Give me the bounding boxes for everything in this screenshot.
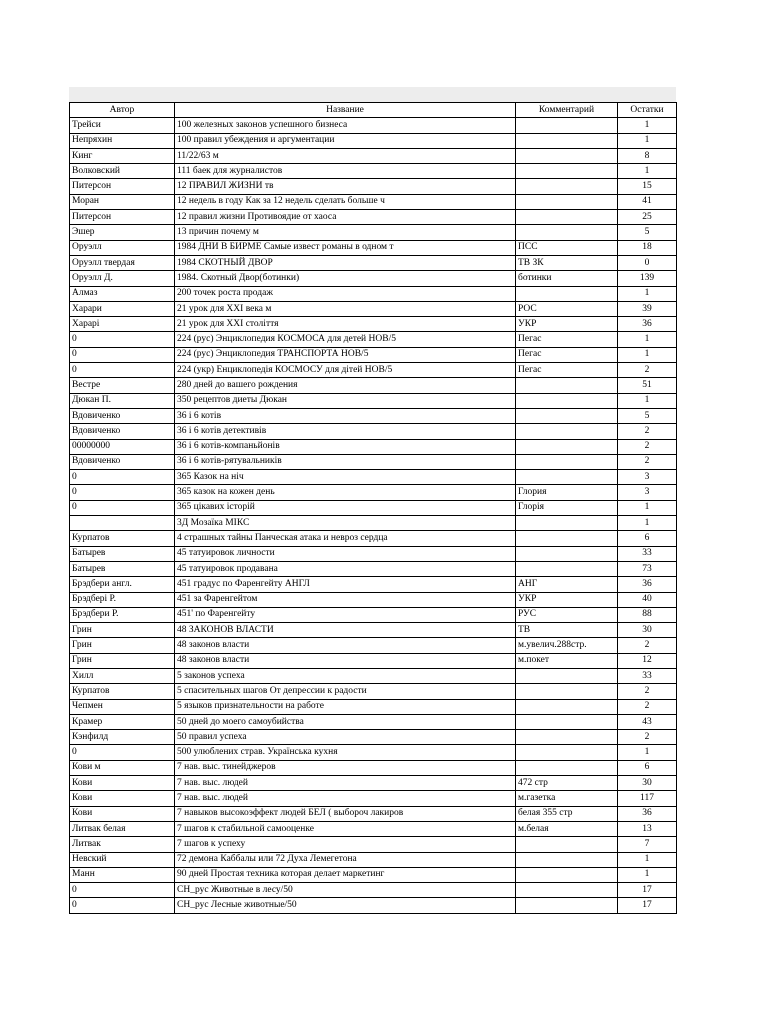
cell-author	[70, 516, 175, 531]
cell-stock: 88	[618, 607, 677, 622]
table-row	[70, 791, 677, 806]
table-row	[70, 821, 677, 836]
cell-author: Курпатов	[70, 684, 175, 699]
cell-stock: 33	[618, 668, 677, 683]
cell-author: Кови	[70, 806, 175, 821]
cell-author: Брэдбери Р.	[70, 607, 175, 622]
cell-title: 36 і 6 котів детективів	[175, 424, 516, 439]
table-row	[70, 347, 677, 362]
table-row	[70, 133, 677, 148]
table-row	[70, 439, 677, 454]
cell-stock: 8	[618, 148, 677, 163]
cell-author: 0	[70, 898, 175, 913]
cell-author: 0	[70, 332, 175, 347]
cell-title: CH_рус Лесные животные/50	[175, 898, 516, 913]
cell-author: 0	[70, 883, 175, 898]
cell-title: 500 улюблених страв. Українська кухня	[175, 745, 516, 760]
cell-title: 7 шагов к успеху	[175, 837, 516, 852]
cell-comment: Глорія	[516, 500, 618, 515]
cell-comment	[516, 439, 618, 454]
cell-comment: РУС	[516, 607, 618, 622]
cell-stock: 51	[618, 378, 677, 393]
cell-comment	[516, 745, 618, 760]
cell-author: Трейси	[70, 118, 175, 133]
table-row	[70, 638, 677, 653]
cell-title: 200 точек роста продаж	[175, 286, 516, 301]
cell-author: Грин	[70, 653, 175, 668]
cell-comment	[516, 408, 618, 423]
table-row	[70, 118, 677, 133]
cell-title: 11/22/63 м	[175, 148, 516, 163]
cell-title: 100 железных законов успешного бизнеса	[175, 118, 516, 133]
cell-comment	[516, 561, 618, 576]
cell-stock: 2	[618, 638, 677, 653]
cell-comment	[516, 378, 618, 393]
cell-comment	[516, 210, 618, 225]
cell-author: Эшер	[70, 225, 175, 240]
cell-title: 1984. Скотный Двор(ботинки)	[175, 271, 516, 286]
cell-title: 4 страшных тайны Панческая атака и невроз сердца	[175, 531, 516, 546]
cell-title: 365 цікавих історій	[175, 500, 516, 515]
cell-stock: 30	[618, 623, 677, 638]
cell-author: Питерсон	[70, 210, 175, 225]
cell-comment	[516, 179, 618, 194]
cell-title: 21 урок для XXI століття	[175, 317, 516, 332]
cell-title: 50 дней до моего самоубийства	[175, 714, 516, 729]
table-row	[70, 225, 677, 240]
cell-stock: 2	[618, 699, 677, 714]
cell-stock: 43	[618, 714, 677, 729]
cell-author: Вдовиченко	[70, 454, 175, 469]
column-header-stock: Остатки	[618, 103, 677, 118]
table-row	[70, 363, 677, 378]
header-band	[69, 87, 676, 102]
cell-stock: 7	[618, 837, 677, 852]
cell-stock: 3	[618, 470, 677, 485]
cell-author: Крамер	[70, 714, 175, 729]
cell-comment	[516, 867, 618, 882]
cell-stock: 1	[618, 332, 677, 347]
cell-stock: 1	[618, 516, 677, 531]
cell-author: Оруэлл	[70, 240, 175, 255]
table-row	[70, 240, 677, 255]
table-row	[70, 531, 677, 546]
cell-comment: ботинки	[516, 271, 618, 286]
column-header-author: Автор	[70, 103, 175, 118]
cell-comment	[516, 118, 618, 133]
cell-author: Оруэлл Д.	[70, 271, 175, 286]
table-row	[70, 332, 677, 347]
table-row	[70, 454, 677, 469]
cell-title: 48 законов власти	[175, 638, 516, 653]
cell-stock: 1	[618, 118, 677, 133]
table-row	[70, 148, 677, 163]
cell-title: 7 нав. выс. тинейджеров	[175, 760, 516, 775]
cell-author: Питерсон	[70, 179, 175, 194]
cell-stock: 1	[618, 393, 677, 408]
cell-title: 224 (рус) Энциклопедия ТРАНСПОРТА НОВ/5	[175, 347, 516, 362]
cell-title: 7 нав. выс. людей	[175, 791, 516, 806]
cell-comment	[516, 837, 618, 852]
cell-comment	[516, 898, 618, 913]
cell-stock: 1	[618, 852, 677, 867]
cell-comment: ТВ ЗК	[516, 255, 618, 270]
cell-stock: 36	[618, 317, 677, 332]
cell-comment: Пегас	[516, 363, 618, 378]
cell-stock: 1	[618, 867, 677, 882]
cell-comment	[516, 684, 618, 699]
table-row	[70, 255, 677, 270]
cell-author: Кови м	[70, 760, 175, 775]
cell-stock: 2	[618, 424, 677, 439]
table-row	[70, 301, 677, 316]
cell-title: 7 нав. выс. людей	[175, 776, 516, 791]
cell-author: Батырев	[70, 546, 175, 561]
cell-title: 5 законов успеха	[175, 668, 516, 683]
table-row	[70, 883, 677, 898]
cell-stock: 41	[618, 194, 677, 209]
table-row	[70, 286, 677, 301]
cell-author: Дюкан П.	[70, 393, 175, 408]
cell-comment	[516, 286, 618, 301]
cell-author: Брэдбери англ.	[70, 577, 175, 592]
cell-title: 100 правил убеждения и аргументации	[175, 133, 516, 148]
column-header-comment: Комментарий	[516, 103, 618, 118]
cell-title: 5 языков признательности на работе	[175, 699, 516, 714]
cell-stock: 3	[618, 485, 677, 500]
table-row	[70, 271, 677, 286]
cell-stock: 12	[618, 653, 677, 668]
cell-author: Литвак белая	[70, 821, 175, 836]
cell-title: CH_рус Животные в лесу/50	[175, 883, 516, 898]
cell-stock: 1	[618, 500, 677, 515]
table-row	[70, 730, 677, 745]
cell-title: 5 спасительных шагов От депрессии к радости	[175, 684, 516, 699]
table-row	[70, 668, 677, 683]
cell-title: 224 (рус) Энциклопедия КОСМОСА для детей НОВ/5	[175, 332, 516, 347]
cell-stock: 2	[618, 730, 677, 745]
cell-author: Невский	[70, 852, 175, 867]
cell-comment	[516, 852, 618, 867]
cell-stock: 36	[618, 806, 677, 821]
cell-author: Батырев	[70, 561, 175, 576]
cell-stock: 1	[618, 745, 677, 760]
cell-comment: Пегас	[516, 347, 618, 362]
table-row	[70, 485, 677, 500]
cell-title: 7 шагов к стабильной самооценке	[175, 821, 516, 836]
cell-author: Литвак	[70, 837, 175, 852]
cell-comment: м.увелич.288стр.	[516, 638, 618, 653]
cell-comment: Пегас	[516, 332, 618, 347]
cell-comment: м.белая	[516, 821, 618, 836]
cell-author: Алмаз	[70, 286, 175, 301]
cell-author: Моран	[70, 194, 175, 209]
cell-comment: м.газетка	[516, 791, 618, 806]
cell-stock: 2	[618, 439, 677, 454]
cell-title: 36 і 6 котів-компаньйонів	[175, 439, 516, 454]
cell-stock: 39	[618, 301, 677, 316]
cell-author: Кинг	[70, 148, 175, 163]
cell-comment: Глория	[516, 485, 618, 500]
cell-stock: 33	[618, 546, 677, 561]
cell-title: 365 казок на кожен день	[175, 485, 516, 500]
cell-stock: 25	[618, 210, 677, 225]
table-row	[70, 592, 677, 607]
cell-author: 0	[70, 745, 175, 760]
cell-title: 451 за Фаренгейтом	[175, 592, 516, 607]
cell-author: 00000000	[70, 439, 175, 454]
cell-title: 1984 ДНИ В БИРМЕ Самые извест романы в одном т	[175, 240, 516, 255]
cell-author: Харарі	[70, 317, 175, 332]
cell-title: 224 (укр) Енциклопедія КОСМОСУ для дітей НОВ/5	[175, 363, 516, 378]
cell-comment	[516, 516, 618, 531]
cell-stock: 13	[618, 821, 677, 836]
cell-stock: 17	[618, 883, 677, 898]
cell-title: 12 правил жизни Противоядие от хаоса	[175, 210, 516, 225]
cell-comment: РОС	[516, 301, 618, 316]
cell-stock: 73	[618, 561, 677, 576]
cell-author: Кови	[70, 776, 175, 791]
inventory-table	[69, 102, 677, 914]
table-body	[70, 118, 677, 913]
cell-stock: 6	[618, 760, 677, 775]
cell-stock: 2	[618, 363, 677, 378]
cell-comment	[516, 393, 618, 408]
cell-author: Вдовиченко	[70, 424, 175, 439]
cell-stock: 139	[618, 271, 677, 286]
cell-stock: 2	[618, 454, 677, 469]
cell-stock: 117	[618, 791, 677, 806]
cell-author: Манн	[70, 867, 175, 882]
cell-stock: 0	[618, 255, 677, 270]
table-row	[70, 470, 677, 485]
cell-title: 45 татуировок личности	[175, 546, 516, 561]
cell-comment	[516, 133, 618, 148]
table-header-row	[70, 103, 677, 118]
cell-stock: 15	[618, 179, 677, 194]
cell-title: 50 правил успеха	[175, 730, 516, 745]
cell-stock: 1	[618, 133, 677, 148]
cell-author: Волковский	[70, 164, 175, 179]
cell-title: 48 законов власти	[175, 653, 516, 668]
cell-author: Хилл	[70, 668, 175, 683]
table-row	[70, 898, 677, 913]
cell-author: Чепмен	[70, 699, 175, 714]
cell-author: Курпатов	[70, 531, 175, 546]
cell-comment	[516, 699, 618, 714]
cell-author: 0	[70, 470, 175, 485]
cell-author: 0	[70, 500, 175, 515]
cell-title: 12 недель в году Как за 12 недель сделать больше ч	[175, 194, 516, 209]
cell-stock: 36	[618, 577, 677, 592]
cell-stock: 18	[618, 240, 677, 255]
cell-title: 45 татуировок продавана	[175, 561, 516, 576]
cell-comment	[516, 546, 618, 561]
table-row	[70, 714, 677, 729]
cell-title: 3Д Мозаїка МІКС	[175, 516, 516, 531]
table-row	[70, 561, 677, 576]
cell-comment: 472 стр	[516, 776, 618, 791]
cell-stock: 5	[618, 408, 677, 423]
cell-title: 36 і 6 котів	[175, 408, 516, 423]
cell-title: 7 навыков высокоэффект людей БЕЛ ( выбороч лакиров	[175, 806, 516, 821]
cell-comment	[516, 714, 618, 729]
cell-comment	[516, 730, 618, 745]
cell-comment: УКР	[516, 317, 618, 332]
table-row	[70, 516, 677, 531]
table-row	[70, 317, 677, 332]
table-row	[70, 194, 677, 209]
table-row	[70, 179, 677, 194]
cell-author: Оруэлл твердая	[70, 255, 175, 270]
cell-title: 48 ЗАКОНОВ ВЛАСТИ	[175, 623, 516, 638]
cell-comment: АНГ	[516, 577, 618, 592]
cell-title: 12 ПРАВИЛ ЖИЗНИ тв	[175, 179, 516, 194]
cell-title: 90 дней Простая техника которая делает маркетинг	[175, 867, 516, 882]
table-row	[70, 806, 677, 821]
cell-title: 13 причин почему м	[175, 225, 516, 240]
cell-title: 451 градус по Фаренгейту АНГЛ	[175, 577, 516, 592]
cell-comment	[516, 531, 618, 546]
table-row	[70, 684, 677, 699]
cell-author: Вестре	[70, 378, 175, 393]
cell-comment	[516, 760, 618, 775]
table-row	[70, 699, 677, 714]
cell-title: 350 рецептов диеты Дюкан	[175, 393, 516, 408]
cell-author: Вдовиченко	[70, 408, 175, 423]
cell-title: 451' по Фаренгейту	[175, 607, 516, 622]
cell-title: 111 баек для журналистов	[175, 164, 516, 179]
cell-comment	[516, 225, 618, 240]
cell-comment	[516, 470, 618, 485]
cell-comment: белая 355 стр	[516, 806, 618, 821]
table-row	[70, 745, 677, 760]
cell-author: 0	[70, 485, 175, 500]
table-row	[70, 378, 677, 393]
table-row	[70, 852, 677, 867]
table-row	[70, 408, 677, 423]
cell-title: 365 Казок на ніч	[175, 470, 516, 485]
cell-comment	[516, 668, 618, 683]
cell-title: 36 і 6 котів-рятувальників	[175, 454, 516, 469]
cell-comment	[516, 194, 618, 209]
cell-stock: 2	[618, 684, 677, 699]
cell-author: 0	[70, 363, 175, 378]
cell-comment	[516, 883, 618, 898]
column-header-title: Название	[175, 103, 516, 118]
cell-author: Кови	[70, 791, 175, 806]
cell-comment: м.покет	[516, 653, 618, 668]
cell-comment: ПСС	[516, 240, 618, 255]
table-row	[70, 424, 677, 439]
table-row	[70, 776, 677, 791]
table-row	[70, 653, 677, 668]
cell-stock: 17	[618, 898, 677, 913]
cell-title: 1984 СКОТНЫЙ ДВОР	[175, 255, 516, 270]
table-row	[70, 623, 677, 638]
cell-title: 280 дней до вашего рождения	[175, 378, 516, 393]
table-row	[70, 607, 677, 622]
table-row	[70, 760, 677, 775]
table-row	[70, 164, 677, 179]
cell-author: Брэдбері Р.	[70, 592, 175, 607]
cell-comment	[516, 454, 618, 469]
table-row	[70, 393, 677, 408]
cell-author: Харари	[70, 301, 175, 316]
table-row	[70, 867, 677, 882]
cell-stock: 5	[618, 225, 677, 240]
cell-title: 72 демона Каббалы или 72 Духа Лемегетона	[175, 852, 516, 867]
table-row	[70, 546, 677, 561]
cell-comment	[516, 148, 618, 163]
cell-stock: 6	[618, 531, 677, 546]
cell-comment: ТВ	[516, 623, 618, 638]
cell-comment: УКР	[516, 592, 618, 607]
cell-stock: 40	[618, 592, 677, 607]
table-row	[70, 577, 677, 592]
cell-author: Кэнфилд	[70, 730, 175, 745]
cell-comment	[516, 164, 618, 179]
cell-stock: 30	[618, 776, 677, 791]
cell-stock: 1	[618, 164, 677, 179]
cell-author: Непряхин	[70, 133, 175, 148]
cell-author: 0	[70, 347, 175, 362]
cell-comment	[516, 424, 618, 439]
cell-stock: 1	[618, 347, 677, 362]
table-row	[70, 837, 677, 852]
cell-stock: 1	[618, 286, 677, 301]
table-row	[70, 210, 677, 225]
table-row	[70, 500, 677, 515]
cell-title: 21 урок для XXI века м	[175, 301, 516, 316]
cell-author: Грин	[70, 638, 175, 653]
cell-author: Грин	[70, 623, 175, 638]
